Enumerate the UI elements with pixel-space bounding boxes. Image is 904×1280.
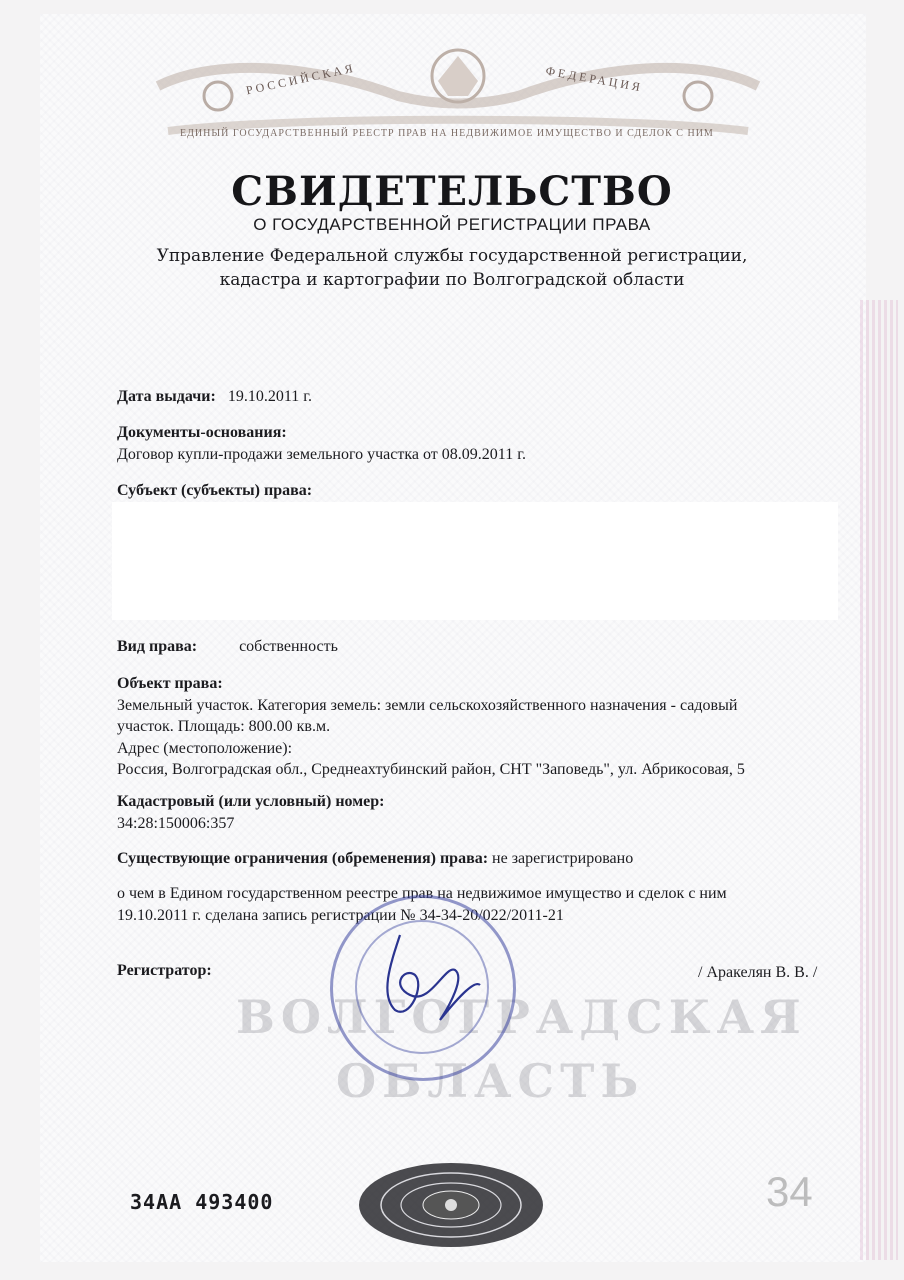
watermark-line-1: ВОЛГОГРАДСКАЯ	[236, 990, 807, 1044]
basis-value: Договор купли-продажи земельного участка от 08.09.2011 г.	[117, 446, 526, 463]
registrar-label: Регистратор:	[117, 962, 212, 979]
right-type-row	[117, 636, 338, 657]
page-number: 34	[766, 1168, 813, 1215]
issue-date-row	[117, 386, 312, 407]
emblem-label-right: ФЕДЕРАЦИЯ	[544, 63, 645, 95]
cadastral-value: 34:28:150006:357	[117, 815, 235, 832]
restrictions-row	[117, 848, 633, 869]
basis-label: Документы-основания:	[117, 424, 287, 441]
issuing-authority	[0, 244, 904, 292]
cadastral-label: Кадастровый (или условный) номер:	[117, 793, 385, 810]
emblem-arc-text: ЕДИНЫЙ ГОСУДАРСТВЕННЫЙ РЕЕСТР ПРАВ НА НЕДВИЖИМОЕ ИМУЩЕСТВО И СДЕЛОК С НИМ	[180, 128, 714, 139]
authority-line-1: Управление Федеральной службы государственной регистрации,	[156, 246, 748, 266]
document-subtitle: О ГОСУДАРСТВЕННОЙ РЕГИСТРАЦИИ ПРАВА	[253, 215, 651, 234]
right-type-value: собственность	[239, 638, 338, 655]
object-line-2: участок. Площадь: 800.00 кв.м.	[117, 718, 331, 735]
signature	[360, 925, 490, 1035]
address-value: Россия, Волгоградская обл., Среднеахтубинский район, СНТ "Заповедь", ул. Абрикосовая, 5	[117, 761, 745, 778]
emblem-label-left: РОССИЙСКАЯ	[244, 60, 357, 98]
security-border	[860, 300, 898, 1260]
right-type-label: Вид права:	[117, 638, 198, 655]
watermark-line-2: ОБЛАСТЬ	[336, 1054, 645, 1108]
object-label: Объект права:	[117, 675, 223, 692]
registrar-name: / Аракелян В. В. /	[698, 964, 818, 981]
security-rosette	[356, 1160, 546, 1250]
issue-date-label: Дата выдачи:	[117, 388, 216, 405]
redacted-subjects-area	[112, 502, 838, 620]
object-line-1: Земельный участок. Категория земель: земли сельскохозяйственного назначения - садовый	[117, 697, 738, 714]
issue-date-value: 19.10.2011 г.	[227, 388, 312, 405]
address-label: Адрес (местоположение):	[117, 740, 293, 757]
record-line-2: 19.10.2011 г. сделана запись регистрации № 34-34-20/022/2011-21	[117, 907, 564, 924]
restrictions-label: Существующие ограничения (обременения) права:	[117, 850, 489, 867]
restrictions-value: не зарегистрировано	[492, 850, 634, 867]
serial-number: 34АА 493400	[130, 1190, 274, 1214]
subjects-label: Субъект (субъекты) права:	[117, 482, 313, 499]
record-line-1: о чем в Едином государственном реестре прав на недвижимое имущество и сделок с ним	[117, 885, 727, 902]
authority-line-2: кадастра и картографии по Волгоградской области	[219, 270, 685, 290]
document-title: СВИДЕТЕЛЬСТВО	[231, 168, 673, 215]
